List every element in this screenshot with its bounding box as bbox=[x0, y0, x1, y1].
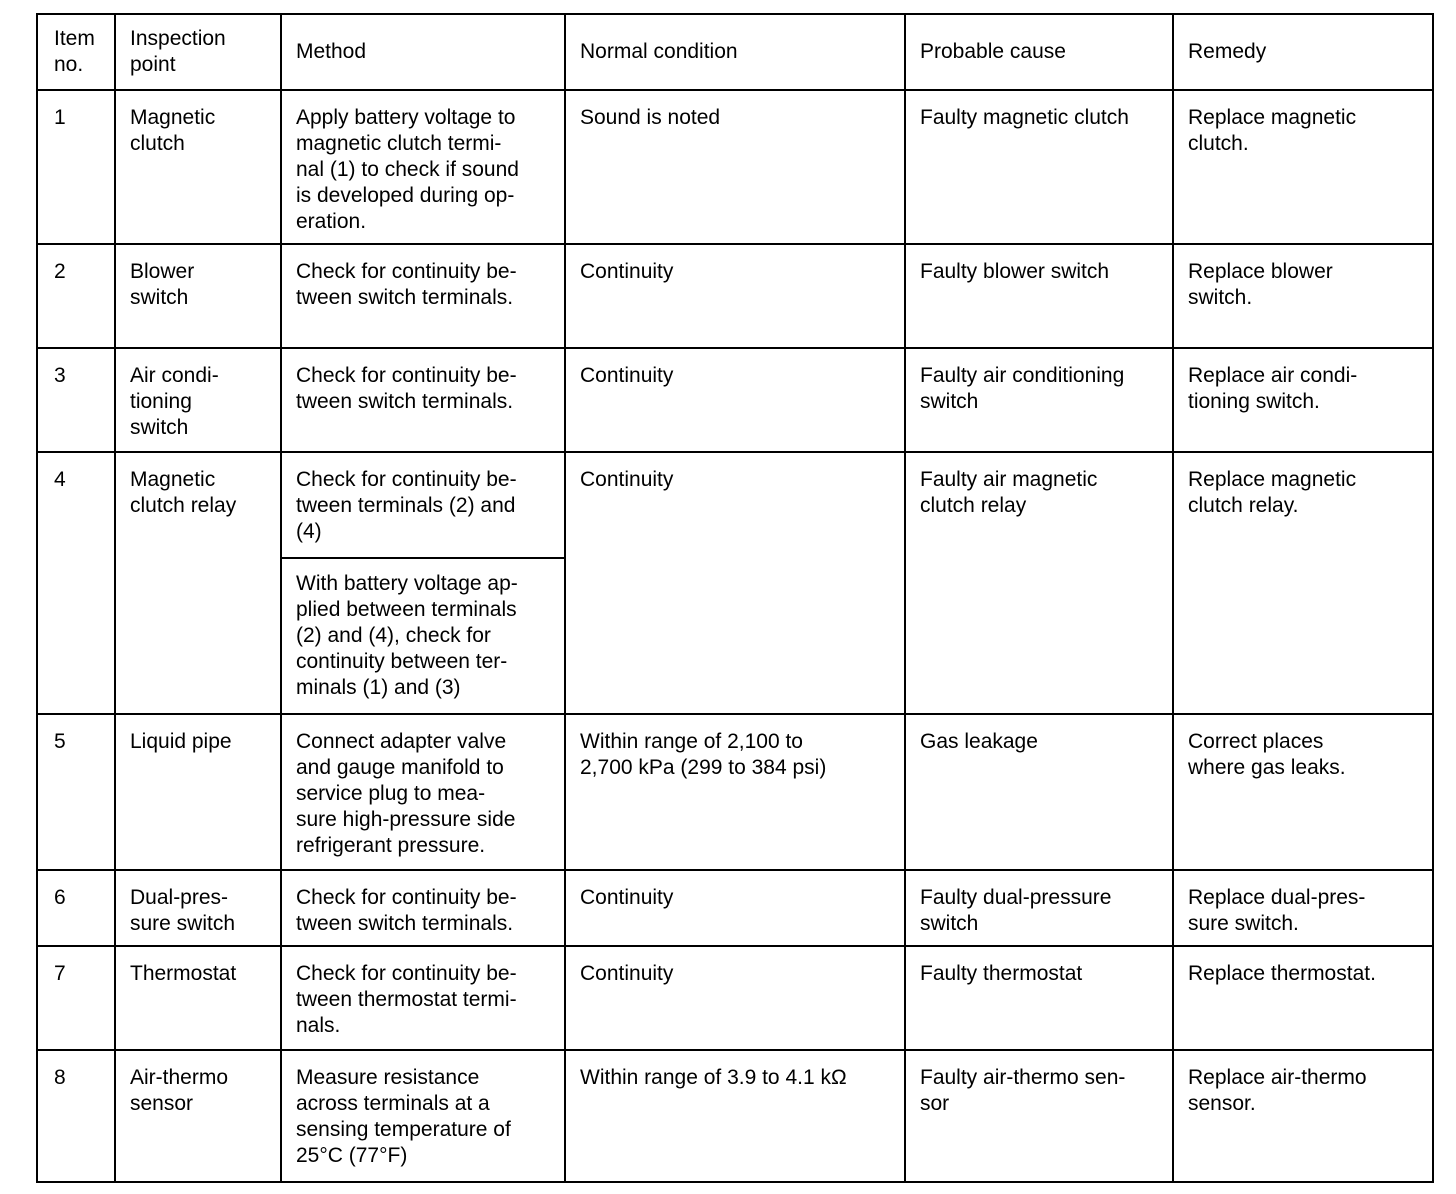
remedy-cell: Replace magnetic clutch. bbox=[1173, 90, 1433, 244]
inspection-point-cell: Thermostat bbox=[115, 946, 281, 1050]
inspection-point-cell: Magnetic clutch bbox=[115, 90, 281, 244]
normal-condition-cell: Continuity bbox=[565, 348, 905, 452]
item-no-cell: 4 bbox=[37, 452, 115, 714]
method-cell: With battery voltage ap- plied between terminals (2) and (4), check for continuity between ter- minals (1) and (3) bbox=[281, 558, 565, 714]
method-cell: Check for continuity be- tween switch terminals. bbox=[281, 348, 565, 452]
method-cell: Check for continuity be- tween terminals (2) and (4) bbox=[281, 452, 565, 558]
method-cell: Check for continuity be- tween switch terminals. bbox=[281, 870, 565, 946]
remedy-cell: Replace dual-pres- sure switch. bbox=[1173, 870, 1433, 946]
probable-cause-cell: Faulty air-thermo sen- sor bbox=[905, 1050, 1173, 1182]
normal-condition-cell: Continuity bbox=[565, 870, 905, 946]
header-item-no: Item no. bbox=[37, 14, 115, 90]
item-no-cell: 7 bbox=[37, 946, 115, 1050]
method-cell: Connect adapter valve and gauge manifold to service plug to mea- sure high-pressure side refrigerant pressure. bbox=[281, 714, 565, 870]
table-row bbox=[37, 1050, 1433, 1182]
header-inspection-point: Inspection point bbox=[115, 14, 281, 90]
table-row bbox=[37, 946, 1433, 1050]
table-row bbox=[37, 348, 1433, 452]
inspection-table-container bbox=[36, 13, 1432, 1181]
item-no-cell: 3 bbox=[37, 348, 115, 452]
inspection-point-cell: Dual-pres- sure switch bbox=[115, 870, 281, 946]
item-no-cell: 1 bbox=[37, 90, 115, 244]
remedy-cell: Replace thermostat. bbox=[1173, 946, 1433, 1050]
method-cell: Measure resistance across terminals at a sensing temperature of 25°C (77°F) bbox=[281, 1050, 565, 1182]
probable-cause-cell: Faulty dual-pressure switch bbox=[905, 870, 1173, 946]
probable-cause-cell: Faulty thermostat bbox=[905, 946, 1173, 1050]
probable-cause-cell: Faulty air conditioning switch bbox=[905, 348, 1173, 452]
table-row bbox=[37, 244, 1433, 348]
header-method: Method bbox=[281, 14, 565, 90]
probable-cause-cell: Faulty blower switch bbox=[905, 244, 1173, 348]
table-row bbox=[37, 90, 1433, 244]
inspection-point-cell: Air-thermo sensor bbox=[115, 1050, 281, 1182]
inspection-point-cell: Liquid pipe bbox=[115, 714, 281, 870]
remedy-cell: Replace air-thermo sensor. bbox=[1173, 1050, 1433, 1182]
item-no-cell: 5 bbox=[37, 714, 115, 870]
table-row bbox=[37, 714, 1433, 870]
inspection-point-cell: Air condi- tioning switch bbox=[115, 348, 281, 452]
normal-condition-cell: Continuity bbox=[565, 452, 905, 714]
header-probable-cause: Probable cause bbox=[905, 14, 1173, 90]
item-no-cell: 8 bbox=[37, 1050, 115, 1182]
table-row bbox=[37, 452, 1433, 558]
normal-condition-cell: Continuity bbox=[565, 946, 905, 1050]
method-cell: Apply battery voltage to magnetic clutch termi- nal (1) to check if sound is developed during op- eration. bbox=[281, 90, 565, 244]
normal-condition-cell: Within range of 3.9 to 4.1 kΩ bbox=[565, 1050, 905, 1182]
remedy-cell: Replace magnetic clutch relay. bbox=[1173, 452, 1433, 714]
inspection-point-cell: Blower switch bbox=[115, 244, 281, 348]
method-cell: Check for continuity be- tween switch terminals. bbox=[281, 244, 565, 348]
inspection-table bbox=[36, 13, 1434, 1183]
probable-cause-cell: Faulty magnetic clutch bbox=[905, 90, 1173, 244]
probable-cause-cell: Gas leakage bbox=[905, 714, 1173, 870]
header-remedy: Remedy bbox=[1173, 14, 1433, 90]
remedy-cell: Replace blower switch. bbox=[1173, 244, 1433, 348]
inspection-point-cell: Magnetic clutch relay bbox=[115, 452, 281, 714]
table-row bbox=[37, 870, 1433, 946]
normal-condition-cell: Within range of 2,100 to 2,700 kPa (299 to 384 psi) bbox=[565, 714, 905, 870]
header-normal-condition: Normal condition bbox=[565, 14, 905, 90]
normal-condition-cell: Sound is noted bbox=[565, 90, 905, 244]
remedy-cell: Replace air condi- tioning switch. bbox=[1173, 348, 1433, 452]
method-cell: Check for continuity be- tween thermostat termi- nals. bbox=[281, 946, 565, 1050]
normal-condition-cell: Continuity bbox=[565, 244, 905, 348]
header-row bbox=[37, 14, 1433, 90]
probable-cause-cell: Faulty air magnetic clutch relay bbox=[905, 452, 1173, 714]
item-no-cell: 6 bbox=[37, 870, 115, 946]
item-no-cell: 2 bbox=[37, 244, 115, 348]
remedy-cell: Correct places where gas leaks. bbox=[1173, 714, 1433, 870]
